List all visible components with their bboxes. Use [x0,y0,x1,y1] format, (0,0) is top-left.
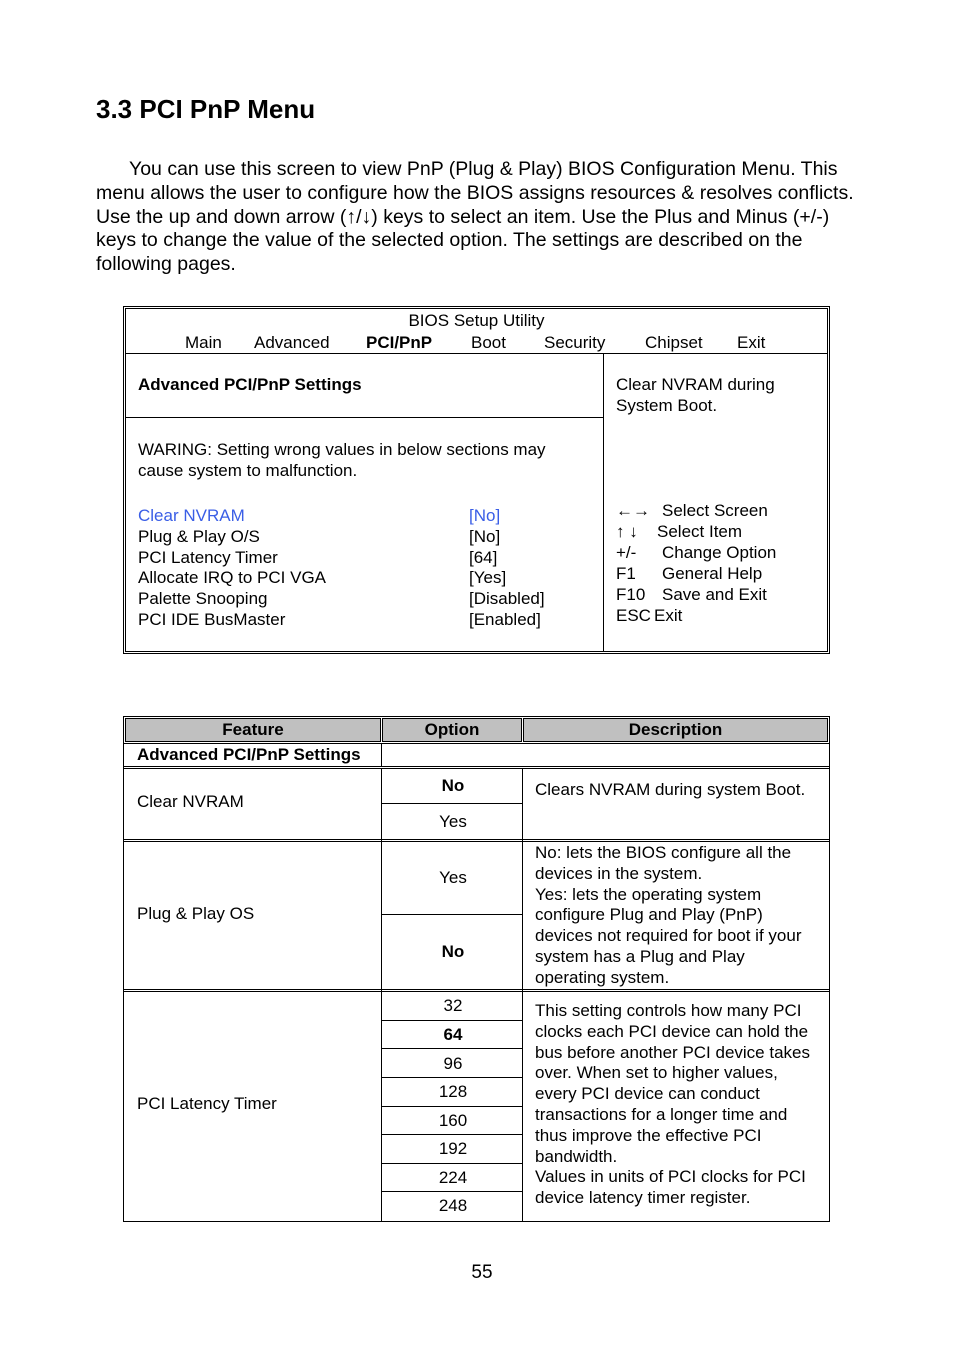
option-value: 64 [443,1025,463,1044]
divider [382,1163,523,1164]
divider [124,743,829,744]
feature-plug-play-os: Plug & Play OS [137,904,255,923]
option-value: 96 [443,1054,463,1073]
divider [381,743,382,766]
divider [382,1134,523,1135]
key-name: +/- [616,543,637,562]
divider [382,1020,523,1021]
divider [124,766,829,769]
setting-pci-latency-timer[interactable] [138,548,588,569]
divider [382,914,523,915]
setting-value: [64] [469,547,498,567]
key-desc: Select Item [657,522,743,541]
menu-exit[interactable]: Exit [737,333,766,352]
help-text: Clear NVRAM during System Boot. [616,375,775,415]
setting-clear-nvram[interactable] [138,506,588,527]
key-row [616,605,826,626]
setting-label: Allocate IRQ to PCI VGA [138,568,327,588]
setting-value: [Disabled] [469,589,545,609]
intro-paragraph: You can use this screen to view PnP (Plug & Play) BIOS Configuration Menu. This menu allows the user to configure how the BIOS assigns resources & resolves conflicts. Use the up and down arrow (↑/↓) keys to select an item. Use the Plus and Minus (+/-) keys to change the value of the selected option. The settings are described on the following pages. [96,158,854,276]
key-name: ↑ ↓ [616,522,638,541]
option-value: Yes [439,868,467,887]
divider [126,417,603,418]
option-value: 248 [438,1196,468,1215]
key-desc: Exit [654,606,683,625]
option-value: No [441,942,465,961]
bios-title: BIOS Setup Utility [408,311,545,330]
menu-advanced[interactable]: Advanced [254,333,330,352]
menu-pcipnp[interactable]: PCI/PnP [366,333,433,352]
bios-screen [123,306,830,654]
setting-plug-play-os[interactable] [138,527,588,548]
setting-value: [Yes] [469,568,507,588]
table-section: Advanced PCI/PnP Settings [137,745,361,764]
menu-security[interactable]: Security [544,333,606,352]
key-row [616,584,826,605]
header-option: Option [382,718,522,742]
key-row [616,500,826,521]
key-name: F1 [616,564,636,583]
key-name: ESC [616,606,651,625]
setting-label: PCI Latency Timer [138,547,278,567]
key-desc: Select Screen [662,501,768,520]
description-plug-play-os: No: lets the BIOS configure all the devices in the system. Yes: lets the operating system configure Plug and Play (PnP) devices not required for boot if your system has a Plug and Play operating system. [535,843,802,987]
description-pci-latency-timer: This setting controls how many PCI clocks each PCI device can hold the bus before another PCI device takes over. When set to higher values, every PCI device can conduct transactions for a longer time and thus improve the effective PCI bandwidth. Values in units of PCI clocks for PCI device latency timer register. [535,1001,810,1208]
header-feature: Feature [125,718,381,742]
option-value: 224 [438,1168,468,1187]
divider [124,839,829,842]
menu-boot[interactable]: Boot [471,333,506,352]
divider [124,989,829,992]
divider [382,803,523,804]
key-desc: General Help [662,564,763,583]
setting-allocate-irq-vga[interactable] [138,568,588,589]
setting-label: Palette Snooping [138,589,268,609]
header-description: Description [523,718,828,742]
key-row [616,563,826,584]
setting-label: PCI IDE BusMaster [138,609,286,629]
setting-palette-snooping[interactable] [138,589,588,610]
divider [126,353,827,354]
key-row [616,521,826,542]
options-table [123,716,830,1222]
description-clear-nvram: Clears NVRAM during system Boot. [535,780,806,799]
key-desc: Change Option [662,543,777,562]
setting-pci-ide-busmaster[interactable] [138,610,588,631]
setting-label: Plug & Play O/S [138,526,260,546]
divider [522,768,523,1221]
key-name: ←→ [616,501,650,520]
key-name: F10 [616,585,646,604]
settings-list [138,506,588,631]
divider [382,1106,523,1107]
setting-value: [No] [469,526,501,546]
divider [382,1077,523,1078]
key-desc: Save and Exit [662,585,767,604]
setting-label: Clear NVRAM [138,506,245,525]
key-row [616,542,826,563]
divider [381,768,382,1221]
option-value: 32 [443,996,463,1015]
divider [382,1048,523,1049]
option-value: No [441,776,465,795]
option-value: 160 [438,1111,468,1130]
setting-value: [Enabled] [469,609,541,629]
page-number: 55 [471,1262,493,1283]
divider [382,1191,523,1192]
divider [603,353,604,651]
page-title: 3.3 PCI PnP Menu [96,94,316,124]
menu-chipset[interactable]: Chipset [645,333,703,352]
option-value: Yes [439,812,467,831]
option-value: 128 [438,1082,468,1101]
menu-main[interactable]: Main [185,333,222,352]
key-legend [616,500,826,626]
feature-pci-latency-timer: PCI Latency Timer [137,1094,277,1113]
setting-value: [No] [469,506,501,525]
feature-clear-nvram: Clear NVRAM [137,792,244,811]
option-value: 192 [438,1139,468,1158]
section-heading: Advanced PCI/PnP Settings [138,375,362,394]
warning-text: WARING: Setting wrong values in below sections may cause system to malfunction. [138,440,546,480]
